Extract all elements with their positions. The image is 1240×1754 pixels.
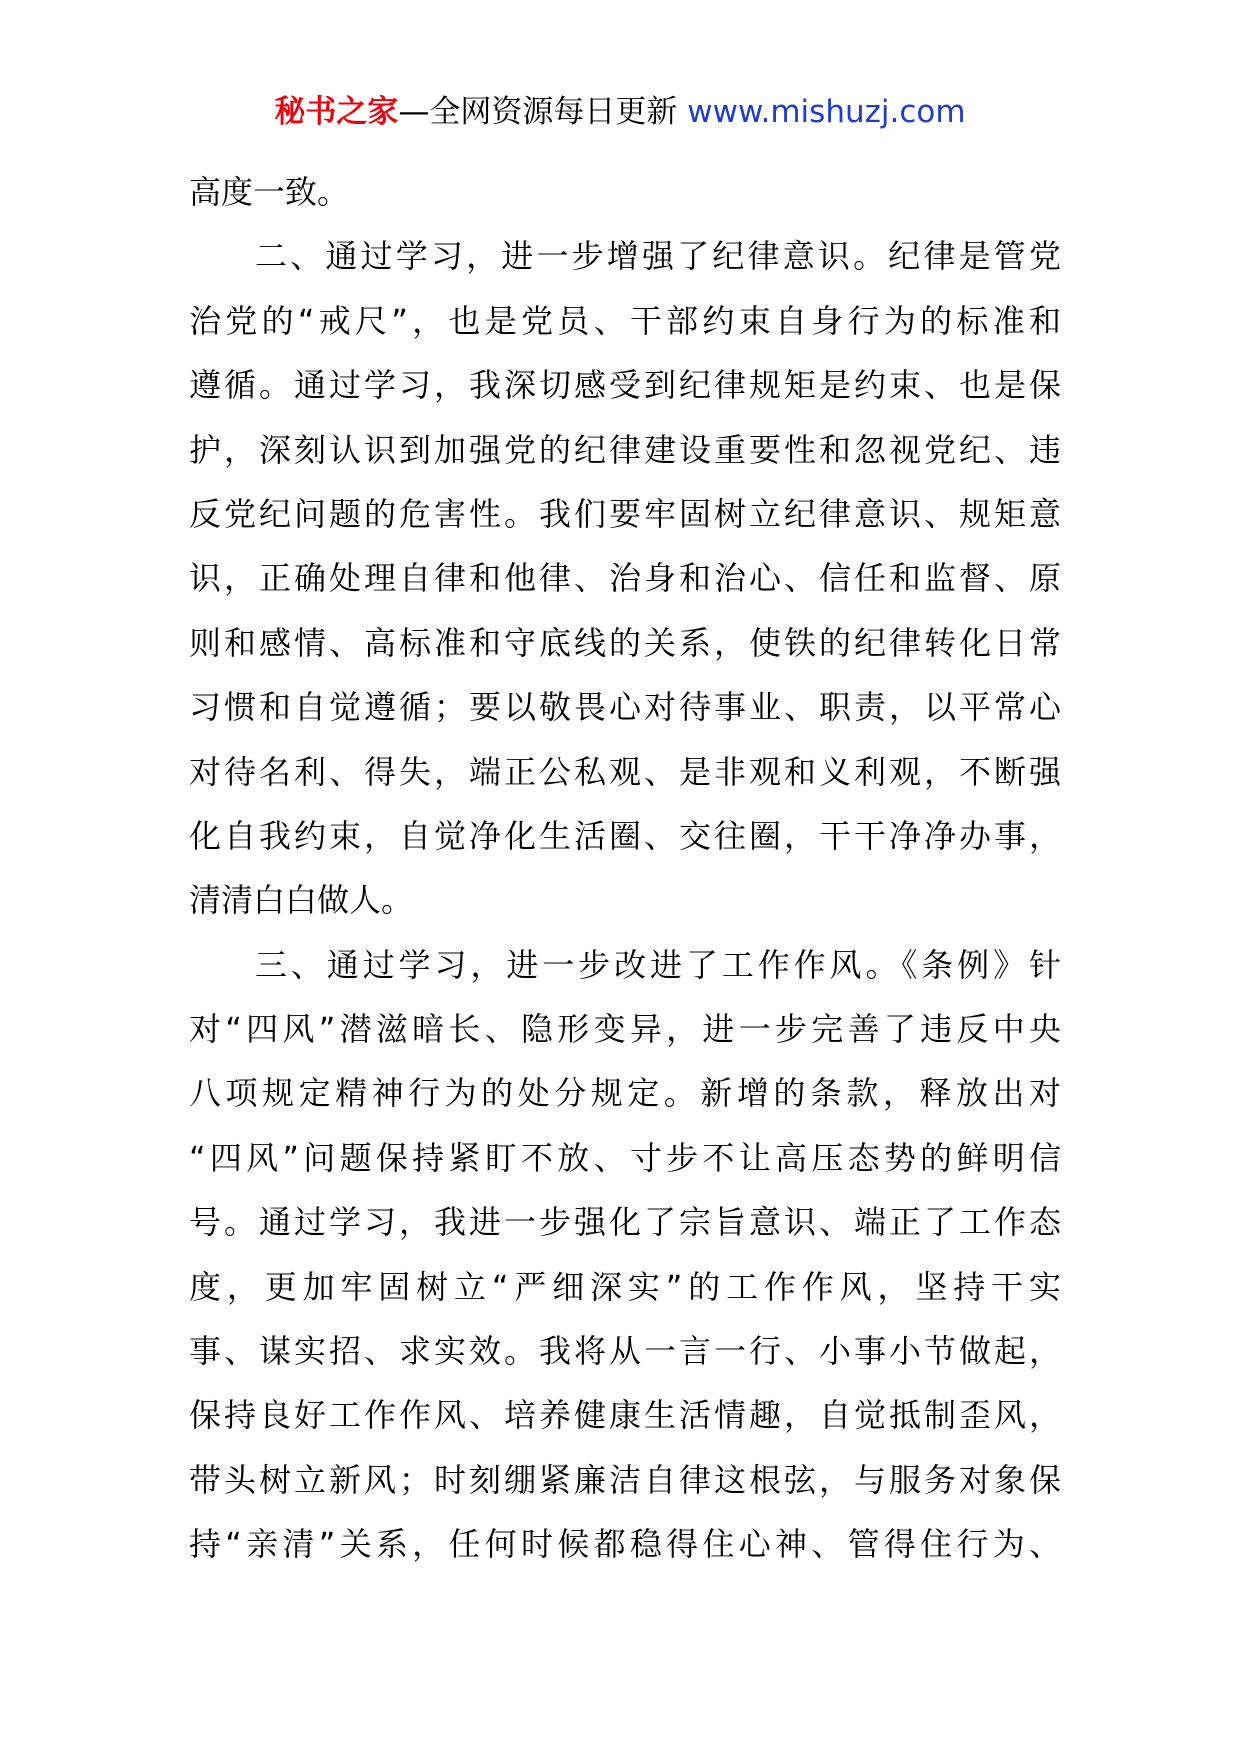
text-line: 化自我约束，自觉净化生活圈、交往圈，干干净净办事，: [189, 816, 1061, 855]
text-line: 治党的“戒尺”，也是党员、干部约束自身行为的标准和: [189, 301, 1061, 340]
text-line: 清清白白做人。: [189, 881, 414, 920]
text-line: 对待名利、得失，端正公私观、是非观和义利观，不断强: [189, 752, 1061, 791]
text-line: 事、谋实招、求实效。我将从一言一行、小事小节做起，: [189, 1332, 1061, 1371]
site-url-link[interactable]: www.mishuzj.com: [687, 94, 966, 130]
text-line: 习惯和自觉遵循；要以敬畏心对待事业、职责，以平常心: [189, 688, 1061, 727]
text-line: 保持良好工作作风、培养健康生活情趣，自觉抵制歪风，: [189, 1396, 1061, 1435]
text-line: 带头树立新风；时刻绷紧廉洁自律这根弦，与服务对象保: [189, 1460, 1061, 1499]
paragraph-heading-line: 二、通过学习，进一步增强了纪律意识。纪律是管党: [255, 237, 1061, 276]
site-banner: [0, 92, 1240, 132]
banner-tagline: —全网资源每日更新: [398, 94, 678, 130]
text-line: 反党纪问题的危害性。我们要牢固树立纪律意识、规矩意: [189, 494, 1061, 533]
text-line: 护，深刻认识到加强党的纪律建设重要性和忽视党纪、违: [189, 430, 1061, 469]
text-line: 对“四风”潜滋暗长、隐形变异，进一步完善了违反中央: [189, 1010, 1061, 1049]
document-body: [189, 160, 1061, 1577]
text-line: 则和感情、高标准和守底线的关系，使铁的纪律转化日常: [189, 623, 1061, 662]
paragraph-heading-line: 三、通过学习，进一步改进了工作作风。《条例》针: [255, 945, 1061, 984]
text-line: “四风”问题保持紧盯不放、寸步不让高压态势的鲜明信: [189, 1138, 1061, 1177]
text-line: 持“亲清”关系，任何时候都稳得住心神、管得住行为、: [189, 1525, 1061, 1564]
text-line: 度，更加牢固树立“严细深实”的工作作风，坚持干实: [189, 1267, 1061, 1306]
text-line: 高度一致。: [189, 173, 350, 211]
brand-name: 秘书之家: [274, 94, 399, 130]
text-line: 识，正确处理自律和他律、治身和治心、信任和监督、原: [189, 559, 1061, 598]
text-line: 遵循。通过学习，我深切感受到纪律规矩是约束、也是保: [189, 366, 1061, 405]
text-line: 八项规定精神行为的处分规定。新增的条款，释放出对: [189, 1074, 1061, 1113]
text-line: 号。通过学习，我进一步强化了宗旨意识、端正了工作态: [189, 1203, 1061, 1242]
